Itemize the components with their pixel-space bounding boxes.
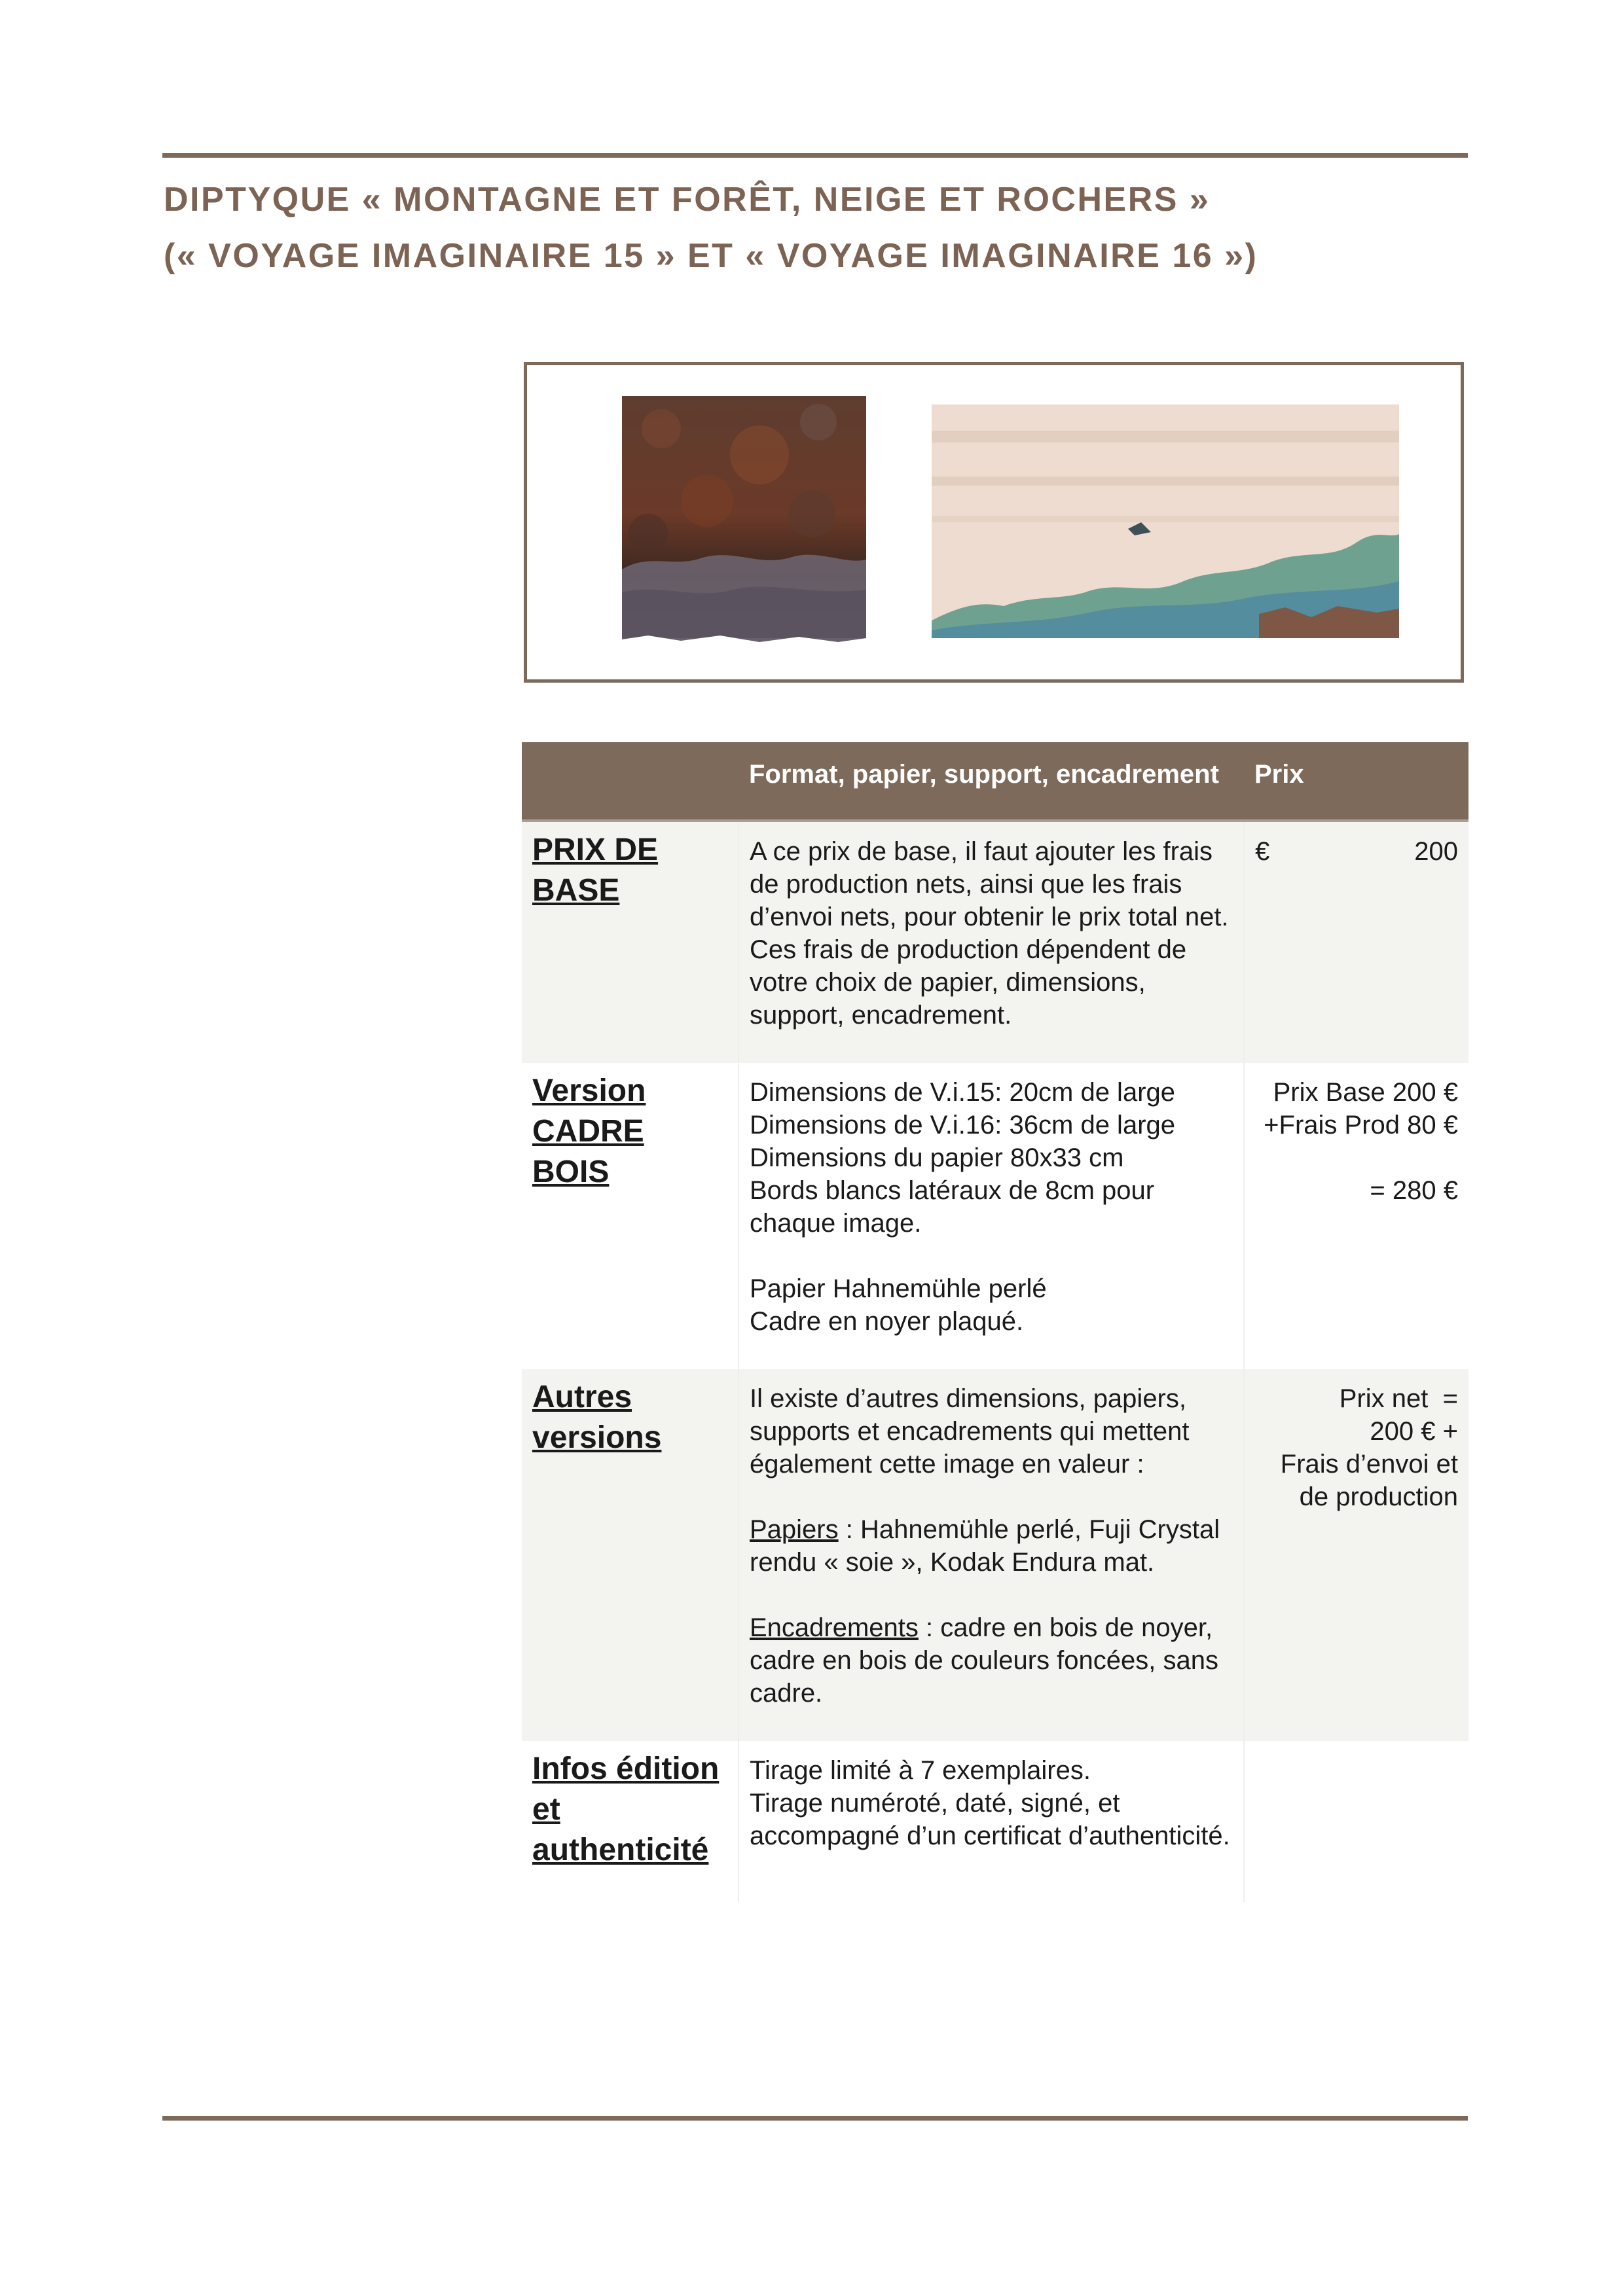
table-row-autres (522, 1369, 1468, 1741)
table-header-row (522, 742, 1468, 821)
cadre-description (739, 1063, 1244, 1369)
infos-price (1244, 1741, 1468, 1902)
row-label-base: PRIX DE BASE (522, 821, 739, 1063)
title-line-2: (« VOYAGE IMAGINAIRE 15 » ET « VOYAGE IMAGINAIRE 16 ») (164, 237, 1258, 275)
autres-encadrements (750, 1611, 1233, 1710)
cadre-price-total: = 280 € (1370, 1176, 1458, 1205)
autres-price (1244, 1369, 1468, 1741)
encadrements-label: Encadrements (750, 1613, 919, 1642)
cadre-paper: Papier Hahnemühle perlé (750, 1274, 1047, 1303)
autres-description (739, 1369, 1244, 1741)
diptych-frame (524, 362, 1464, 683)
papiers-label: Papiers (750, 1515, 839, 1544)
table-row-cadre (522, 1063, 1468, 1369)
cadre-price-prod: +Frais Prod 80 € (1264, 1111, 1458, 1139)
base-desc-paragraph-2: Ces frais de production dépendent de votre choix de papier, dimensions, support, encadrement. (750, 935, 1187, 1030)
row-label-infos: Infos édition et authenticité (522, 1741, 739, 1902)
papiers-text: : Hahnemühle perlé, Fuji Crystal rendu « soie », Kodak Endura mat. (750, 1515, 1220, 1577)
price-table (522, 742, 1468, 1902)
base-price (1244, 821, 1468, 1063)
bottom-divider (162, 2116, 1468, 2121)
autres-price-line: Frais d’envoi et (1280, 1450, 1458, 1479)
row-label-autres: Autres versions (522, 1369, 739, 1741)
cadre-price-base: Prix Base 200 € (1273, 1078, 1458, 1107)
header-price: Prix (1244, 742, 1468, 821)
autres-intro: Il existe d’autres dimensions, papiers, supports et encadrements qui mettent également cette image en valeur : (750, 1384, 1190, 1479)
page-title (164, 171, 1467, 284)
header-format: Format, papier, support, encadrement (739, 742, 1244, 821)
cadre-line: Bords blancs latéraux de 8cm pour chaque image. (750, 1176, 1155, 1238)
base-desc-paragraph-1: A ce prix de base, il faut ajouter les frais de production nets, ainsi que les frais d’envoi nets, pour obtenir le prix total net. (750, 837, 1229, 931)
table-row-infos (522, 1741, 1468, 1902)
top-divider (162, 153, 1468, 158)
infos-line-1: Tirage limité à 7 exemplaires. (750, 1756, 1091, 1785)
base-currency: € (1255, 837, 1270, 866)
cadre-line: Dimensions du papier 80x33 cm (750, 1143, 1124, 1172)
infos-line-2: Tirage numéroté, daté, signé, et accompagné d’un certificat d’authenticité. (750, 1789, 1230, 1850)
autres-price-line: 200 € + (1370, 1417, 1458, 1446)
base-description (739, 821, 1244, 1063)
row-label-cadre: Version CADRE BOIS (522, 1063, 739, 1369)
autres-papiers (750, 1513, 1233, 1579)
title-line-1: DIPTYQUE « MONTAGNE ET FORÊT, NEIGE ET ROCHERS » (164, 181, 1211, 219)
autres-price-line: Prix net = (1339, 1384, 1458, 1413)
cadre-frame: Cadre en noyer plaqué. (750, 1307, 1024, 1336)
header-empty (522, 742, 739, 821)
table-row-base (522, 821, 1468, 1063)
autres-price-line: de production (1299, 1482, 1458, 1511)
rock-photo (622, 396, 866, 656)
snow-mountain-photo (932, 404, 1399, 638)
base-amount: 200 (1414, 837, 1458, 866)
infos-description (739, 1741, 1244, 1902)
cadre-price (1244, 1063, 1468, 1369)
cadre-line: Dimensions de V.i.16: 36cm de large (750, 1111, 1175, 1139)
encadrements-text: : cadre en bois de noyer, cadre en bois de couleurs foncées, sans cadre. (750, 1613, 1218, 1708)
cadre-line: Dimensions de V.i.15: 20cm de large (750, 1078, 1175, 1107)
